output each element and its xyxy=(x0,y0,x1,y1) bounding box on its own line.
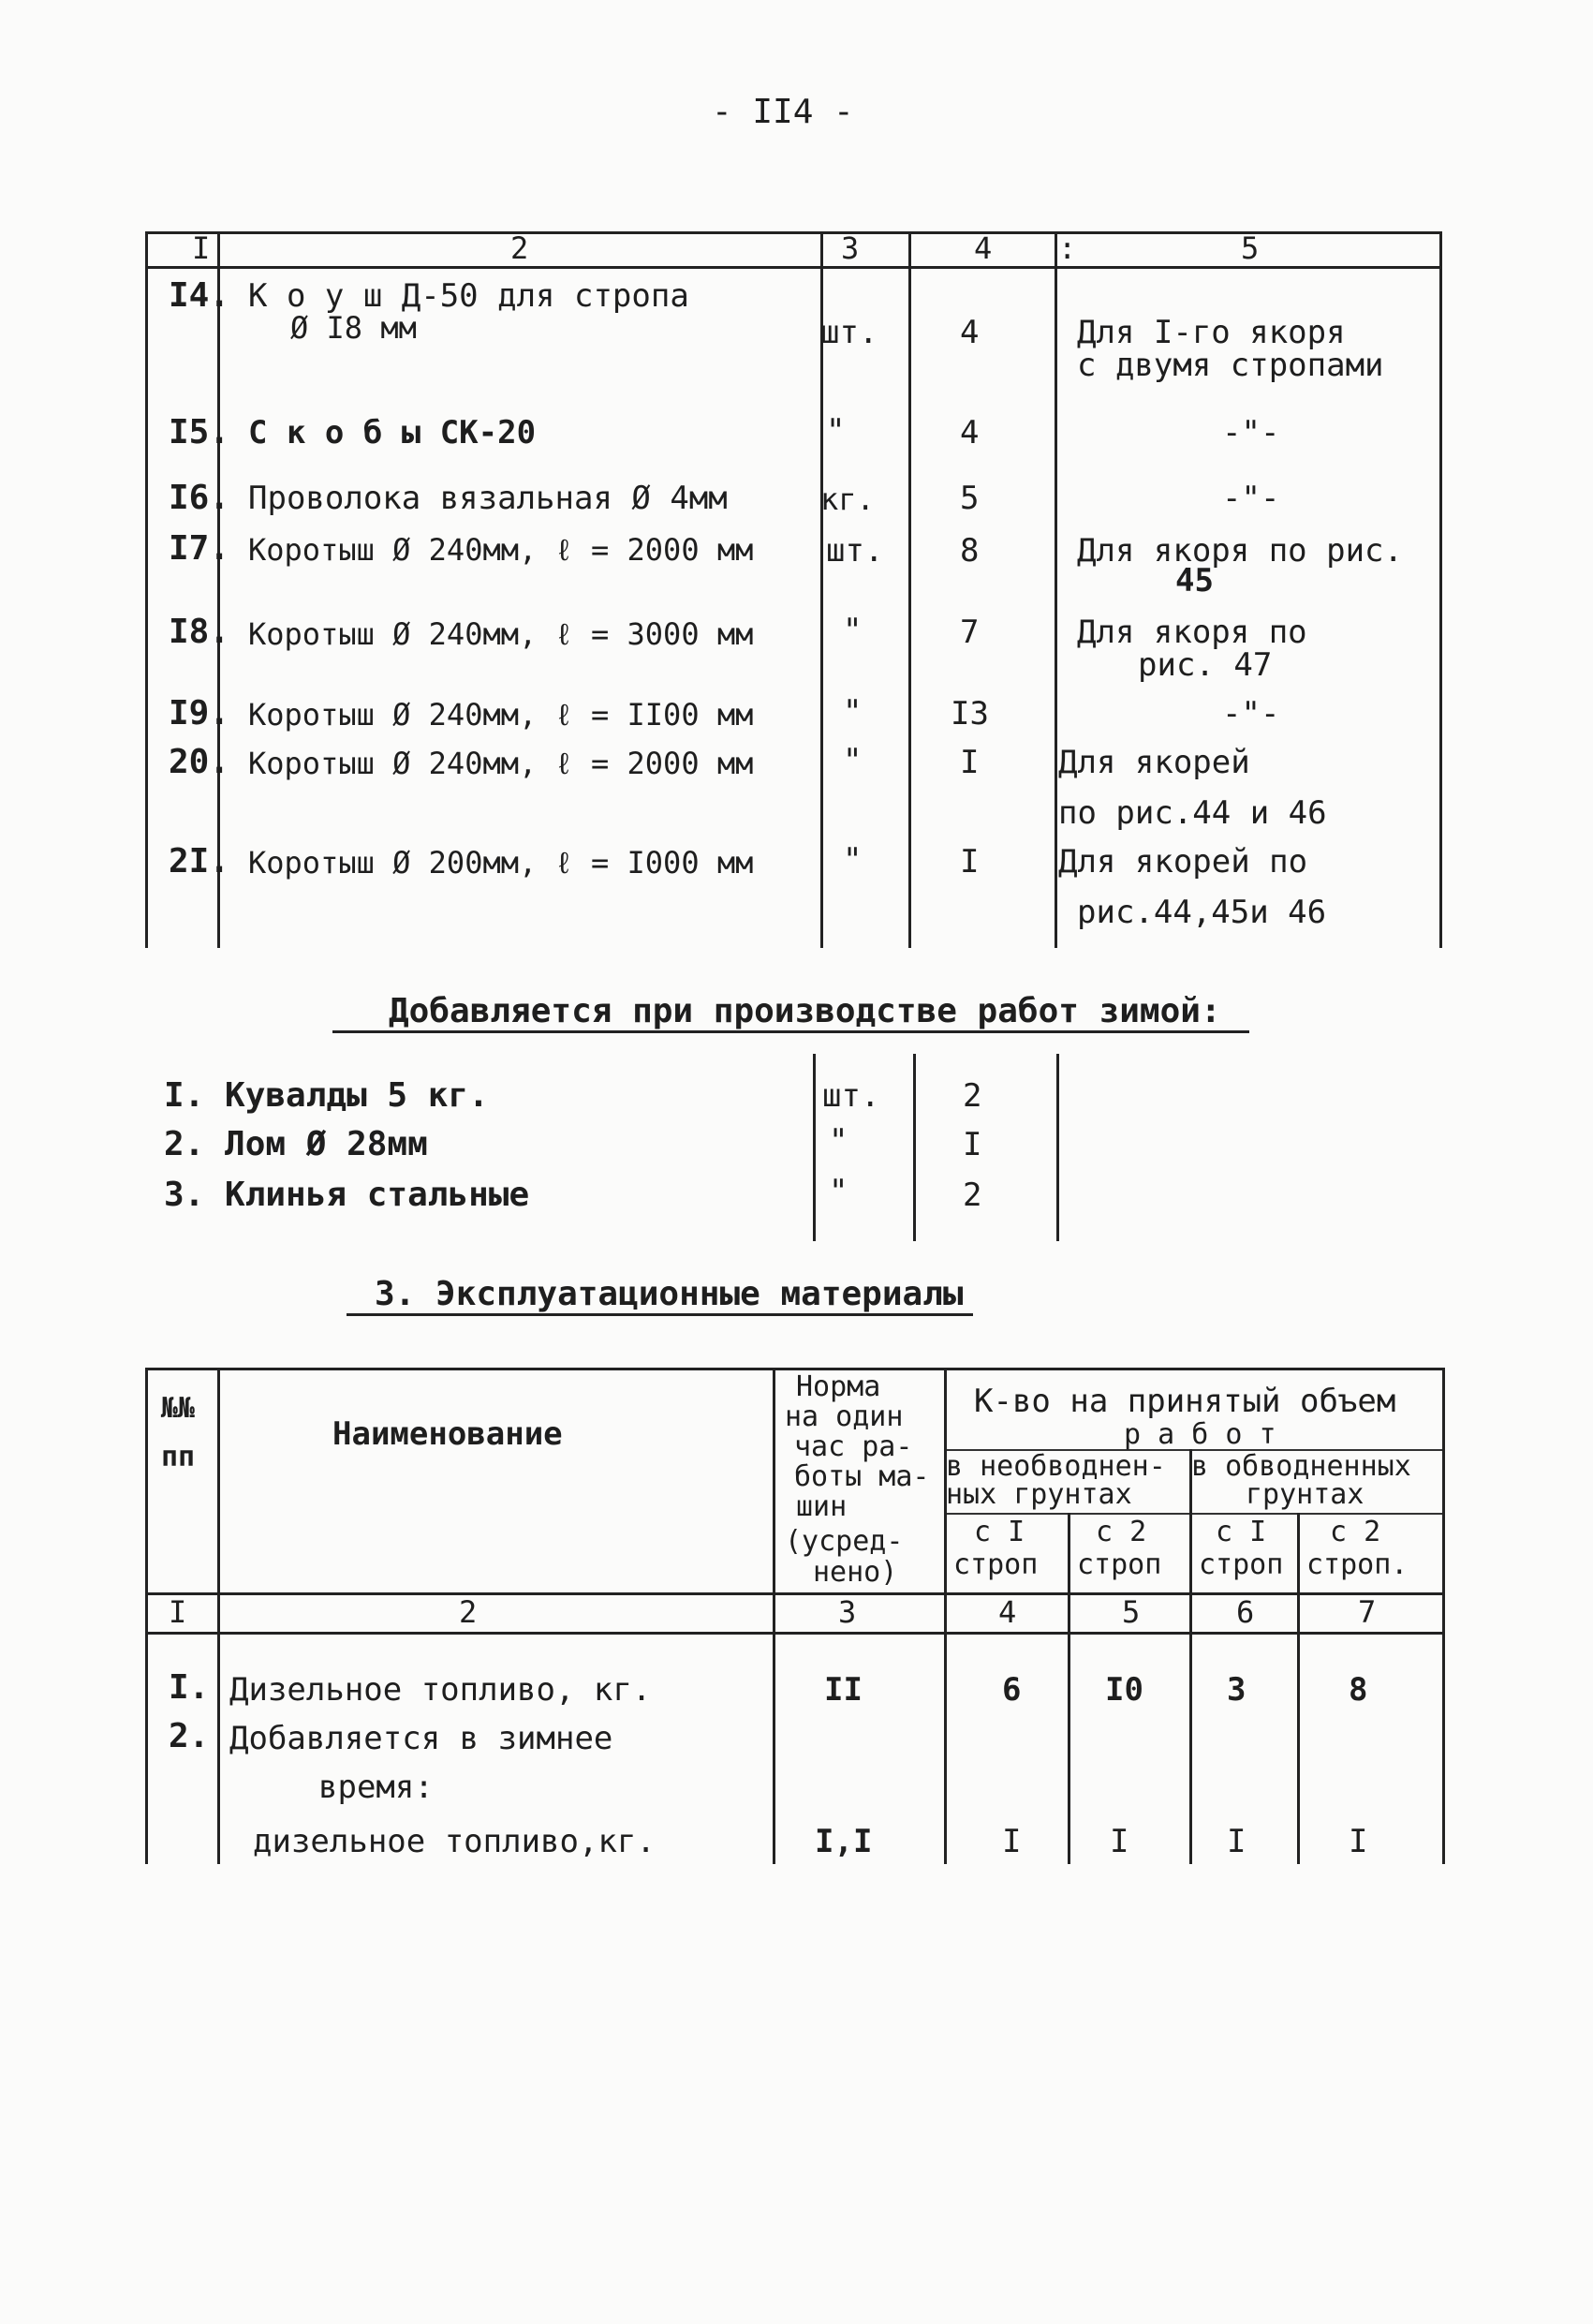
winter-item-qty: 2 xyxy=(963,1177,982,1214)
section-heading: 3. Эксплуатационные материалы xyxy=(347,1276,973,1316)
header-norm-line: нено) xyxy=(813,1556,898,1589)
item-name: Дизельное топливо, кг. xyxy=(229,1671,652,1709)
header-sling: с I xyxy=(974,1516,1025,1548)
header-watered: в обводненных xyxy=(1191,1450,1411,1483)
item-note: с двумя стропами xyxy=(1077,347,1384,384)
winter-item-name: 3. Клинья стальные xyxy=(164,1176,530,1214)
item-name: С к о б ы СК-20 xyxy=(248,414,537,451)
item-name: Коротыш Ø 240мм, ℓ = 3000 мм xyxy=(248,616,754,652)
item-unit: " xyxy=(843,612,863,649)
winter-heading: Добавляется при производстве работ зимой: xyxy=(332,993,1249,1033)
row-number: 2I. xyxy=(169,842,230,881)
header-num: пп xyxy=(161,1441,196,1473)
column-divider xyxy=(1189,1449,1192,1864)
item-note: по рис.44 и 46 xyxy=(1058,794,1327,832)
header-num: №№ xyxy=(161,1392,196,1425)
header-qty-sub: р а б о т xyxy=(1124,1418,1276,1451)
header-norm-line: шин xyxy=(796,1490,848,1523)
table-header-rule xyxy=(145,1632,1442,1635)
item-qty: 8 xyxy=(1349,1671,1368,1709)
page-number: - II4 - xyxy=(712,93,854,131)
item-unit: " xyxy=(843,841,863,879)
column-number: 2 xyxy=(459,1594,478,1630)
item-unit: " xyxy=(826,412,846,450)
item-unit: " xyxy=(843,742,863,779)
table-top-rule xyxy=(145,1368,1442,1370)
winter-item-unit: " xyxy=(829,1122,848,1160)
column-divider xyxy=(913,1054,916,1241)
item-note: Для якорей по xyxy=(1058,843,1308,881)
item-note: 45 xyxy=(1175,562,1214,600)
item-unit: " xyxy=(843,693,863,731)
column-number: 6 xyxy=(1236,1594,1255,1630)
header-unwatered: ных грунтах xyxy=(946,1478,1132,1511)
item-note: Для якоря по xyxy=(1077,614,1307,651)
header-watered: грунтах xyxy=(1246,1478,1364,1511)
item-qty: 7 xyxy=(960,614,980,651)
item-qty: 4 xyxy=(960,314,980,351)
item-qty: 3 xyxy=(1227,1671,1246,1709)
item-qty: I xyxy=(1002,1823,1022,1860)
column-number: 5 xyxy=(1241,230,1260,266)
winter-item-unit: шт. xyxy=(822,1077,880,1115)
row-number: I7. xyxy=(169,529,230,568)
item-qty: I xyxy=(960,744,980,781)
item-norm: I,I xyxy=(815,1823,873,1860)
item-qty: 8 xyxy=(960,532,980,570)
column-divider xyxy=(813,1054,816,1241)
item-qty: I xyxy=(960,843,980,881)
winter-item-qty: 2 xyxy=(963,1077,982,1115)
row-number: I9. xyxy=(169,694,230,733)
item-qty: I xyxy=(1227,1823,1246,1860)
item-qty: I0 xyxy=(1105,1671,1143,1709)
header-sling: с 2 xyxy=(1330,1516,1381,1548)
item-unit: шт. xyxy=(826,532,884,570)
header-sling: строп xyxy=(1199,1548,1284,1581)
item-note: Для якорей xyxy=(1058,744,1250,781)
column-divider xyxy=(217,1368,220,1864)
table-inner-rule xyxy=(944,1513,1442,1515)
winter-item-name: I. Кувалды 5 кг. xyxy=(164,1076,489,1115)
row-number: I. xyxy=(169,1668,210,1707)
winter-item-qty: I xyxy=(963,1126,982,1163)
column-number: I xyxy=(192,230,211,266)
column-divider xyxy=(944,1368,947,1864)
column-divider xyxy=(1055,231,1057,948)
item-qty: I3 xyxy=(951,695,989,733)
item-note: -"- xyxy=(1222,480,1280,517)
item-name: Коротыш Ø 200мм, ℓ = I000 мм xyxy=(248,845,754,881)
column-number: 2 xyxy=(510,230,529,266)
header-qty: К-во на принятый объем xyxy=(974,1383,1396,1420)
header-name: Наименование xyxy=(332,1415,563,1453)
item-qty: I xyxy=(1349,1823,1368,1860)
item-name: Коротыш Ø 240мм, ℓ = 2000 мм xyxy=(248,532,754,568)
header-norm-line: (усред- xyxy=(785,1525,904,1558)
item-name-detail: Ø I8 мм xyxy=(290,310,417,346)
item-name: К о у ш Д-50 для стропа xyxy=(248,277,689,315)
column-divider xyxy=(773,1368,775,1864)
row-number: 2. xyxy=(169,1717,210,1755)
item-name: время: xyxy=(318,1769,434,1806)
row-number: I5. xyxy=(169,413,230,451)
item-note: Для якоря по рис. xyxy=(1077,532,1403,570)
header-norm-line: Норма xyxy=(796,1370,881,1403)
item-name: Коротыш Ø 240мм, ℓ = 2000 мм xyxy=(248,746,754,781)
header-sling: с I xyxy=(1216,1516,1267,1548)
column-separator: : xyxy=(1058,230,1077,266)
item-unit: шт. xyxy=(820,314,878,351)
column-divider xyxy=(145,1368,148,1864)
header-sling: строп xyxy=(953,1548,1039,1581)
table-header-rule xyxy=(145,266,1442,269)
item-note: Для I-го якоря xyxy=(1077,314,1346,351)
row-number: I4. xyxy=(169,276,230,315)
header-sling: с 2 xyxy=(1096,1516,1147,1548)
item-note: -"- xyxy=(1222,414,1280,451)
winter-item-name: 2. Лом Ø 28мм xyxy=(164,1125,428,1163)
column-number: 5 xyxy=(1122,1594,1141,1630)
column-number: 3 xyxy=(838,1594,857,1630)
column-divider xyxy=(1297,1513,1300,1864)
header-sling: строп. xyxy=(1306,1548,1409,1581)
item-name: Добавляется в зимнее xyxy=(229,1720,613,1757)
column-divider xyxy=(1442,1368,1445,1864)
header-unwatered: в необводнен- xyxy=(946,1450,1166,1483)
item-note: рис. 47 xyxy=(1138,646,1273,684)
row-number: 20. xyxy=(169,743,230,781)
item-norm: II xyxy=(824,1671,863,1709)
item-unit: кг. xyxy=(820,481,875,517)
column-number: I xyxy=(169,1594,187,1630)
column-divider xyxy=(1439,231,1442,948)
column-divider xyxy=(145,231,148,948)
item-name: дизельное топливо,кг. xyxy=(253,1823,656,1860)
item-qty: 6 xyxy=(1002,1671,1022,1709)
item-name: Проволока вязальная Ø 4мм xyxy=(248,480,728,517)
column-divider xyxy=(908,231,911,948)
item-qty: 4 xyxy=(960,414,980,451)
row-number: I8. xyxy=(169,613,230,651)
header-sling: строп xyxy=(1077,1548,1162,1581)
row-number: I6. xyxy=(169,479,230,517)
column-divider xyxy=(217,231,220,948)
column-number: 7 xyxy=(1358,1594,1377,1630)
column-number: 4 xyxy=(998,1594,1017,1630)
header-norm-line: боты ма- xyxy=(794,1460,930,1493)
column-number: 4 xyxy=(974,230,993,266)
column-divider xyxy=(1056,1054,1059,1241)
winter-item-unit: " xyxy=(829,1173,848,1210)
header-norm-line: на один xyxy=(785,1400,904,1433)
column-divider xyxy=(1068,1513,1070,1864)
header-norm-line: час ра- xyxy=(794,1430,913,1463)
item-qty: 5 xyxy=(960,480,980,517)
item-note: рис.44,45и 46 xyxy=(1077,894,1327,931)
item-qty: I xyxy=(1110,1823,1129,1860)
item-name: Коротыш Ø 240мм, ℓ = II00 мм xyxy=(248,697,754,733)
column-number: 3 xyxy=(841,230,860,266)
item-note: -"- xyxy=(1222,695,1280,733)
